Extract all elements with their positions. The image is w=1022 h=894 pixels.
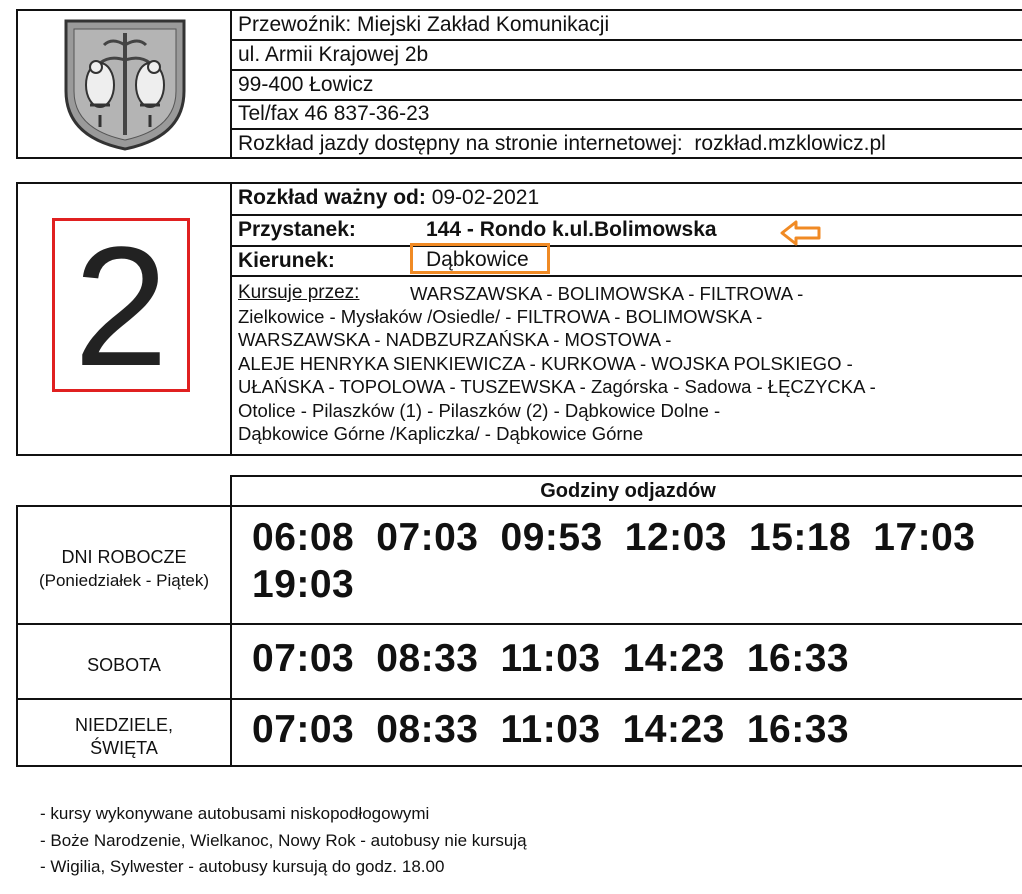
carrier-divider xyxy=(230,9,232,159)
sunday-subtitle: ŚWIĘTA xyxy=(90,738,158,758)
row-line xyxy=(16,623,1022,625)
weekdays-subtitle: (Poniedziałek - Piątek) xyxy=(38,571,210,590)
via-line: Dąbkowice Górne /Kapliczka/ - Dąbkowice Górne xyxy=(238,423,644,444)
valid-label: Rozkład ważny od: xyxy=(238,186,426,209)
sunday-label xyxy=(18,714,230,760)
carrier-website: Rozkład jazdy dostępny na stronie internetowej: rozkład.mzklowicz.pl xyxy=(238,132,886,155)
departure-time: 17:03 xyxy=(873,516,976,559)
line-number: 2 xyxy=(73,212,169,402)
row-line xyxy=(16,698,1022,700)
carrier-city: 99-400 Łowicz xyxy=(238,73,374,96)
note: - Boże Narodzenie, Wielkanoc, Nowy Rok - autobusy nie kursują xyxy=(40,831,527,850)
saturday-times xyxy=(252,637,871,681)
departure-time: 15:18 xyxy=(749,516,852,559)
row-line xyxy=(230,214,1022,216)
via-line: Zielkowice - Mysłaków /Osiedle/ - FILTROWA - BOLIMOWSKA - xyxy=(238,306,763,327)
row-line xyxy=(230,39,1022,41)
departure-time: 11:03 xyxy=(500,708,601,751)
schedule-header: Godziny odjazdów xyxy=(540,480,716,502)
departure-time: 06:08 xyxy=(252,516,355,559)
weekdays-label xyxy=(18,546,230,592)
carrier-street: ul. Armii Krajowej 2b xyxy=(238,43,429,66)
sunday-title: NIEDZIELE, xyxy=(74,715,174,735)
departure-time: 16:33 xyxy=(746,637,850,680)
valid-from xyxy=(238,186,539,210)
row-line xyxy=(230,275,1022,277)
stop-name: 144 - Rondo k.ul.Bolimowska xyxy=(426,218,717,241)
route-divider xyxy=(230,182,232,456)
note: - Wigilia, Sylwester - autobusy kursują do godz. 18.00 xyxy=(40,857,445,876)
stop-label: Przystanek: xyxy=(238,218,356,241)
sunday-times xyxy=(252,708,871,752)
row-line xyxy=(230,99,1022,101)
departure-time: 08:33 xyxy=(376,637,479,680)
via-line: Otolice - Pilaszków (1) - Pilaszków (2) - Dąbkowice Dolne - xyxy=(238,400,721,421)
departure-time: 14:23 xyxy=(622,637,725,680)
departure-time: 07:03 xyxy=(252,708,355,751)
departure-time: 14:23 xyxy=(622,708,725,751)
schedule-divider xyxy=(230,505,232,767)
departure-time: 09:53 xyxy=(500,516,603,559)
via-line: WARSZAWSKA - NADBZURZAŃSKA - MOSTOWA - xyxy=(238,329,672,350)
departure-time: 08:33 xyxy=(376,708,479,751)
row-line xyxy=(230,69,1022,71)
coat-of-arms-icon xyxy=(60,15,190,153)
weekdays-times-row1 xyxy=(252,516,976,560)
direction-label: Kierunek: xyxy=(238,249,335,272)
departure-time: 07:03 xyxy=(252,637,355,680)
row-line xyxy=(230,128,1022,130)
carrier-phone: Tel/fax 46 837-36-23 xyxy=(238,102,430,125)
weekdays-title: DNI ROBOCZE xyxy=(61,547,187,567)
departure-time: 19:03 xyxy=(252,563,355,606)
departure-time: 16:33 xyxy=(746,708,850,751)
departure-time: 07:03 xyxy=(376,516,479,559)
line-number-box xyxy=(52,212,190,402)
via-label: Kursuje przez: xyxy=(238,282,360,303)
row-line xyxy=(230,245,1022,247)
carrier-name: Przewoźnik: Miejski Zakład Komunikacji xyxy=(238,13,610,36)
via-line: WARSZAWSKA - BOLIMOWSKA - FILTROWA - xyxy=(410,283,804,304)
schedule-header-cell xyxy=(230,475,1022,505)
arrow-left-icon xyxy=(780,220,822,246)
departure-time: 12:03 xyxy=(624,516,727,559)
departure-time: 11:03 xyxy=(500,637,601,680)
note: - kursy wykonywane autobusami niskopodłogowymi xyxy=(40,804,430,823)
direction-value: Dąbkowice xyxy=(426,248,529,271)
saturday-label: SOBOTA xyxy=(87,655,161,675)
weekdays-times-row2 xyxy=(252,563,376,607)
via-line: UŁAŃSKA - TOPOLOWA - TUSZEWSKA - Zagórska - Sadowa - ŁĘCZYCKA - xyxy=(238,376,876,397)
via-line: ALEJE HENRYKA SIENKIEWICZA - KURKOWA - WOJSKA POLSKIEGO - xyxy=(238,353,853,374)
valid-date: 09-02-2021 xyxy=(431,186,540,209)
